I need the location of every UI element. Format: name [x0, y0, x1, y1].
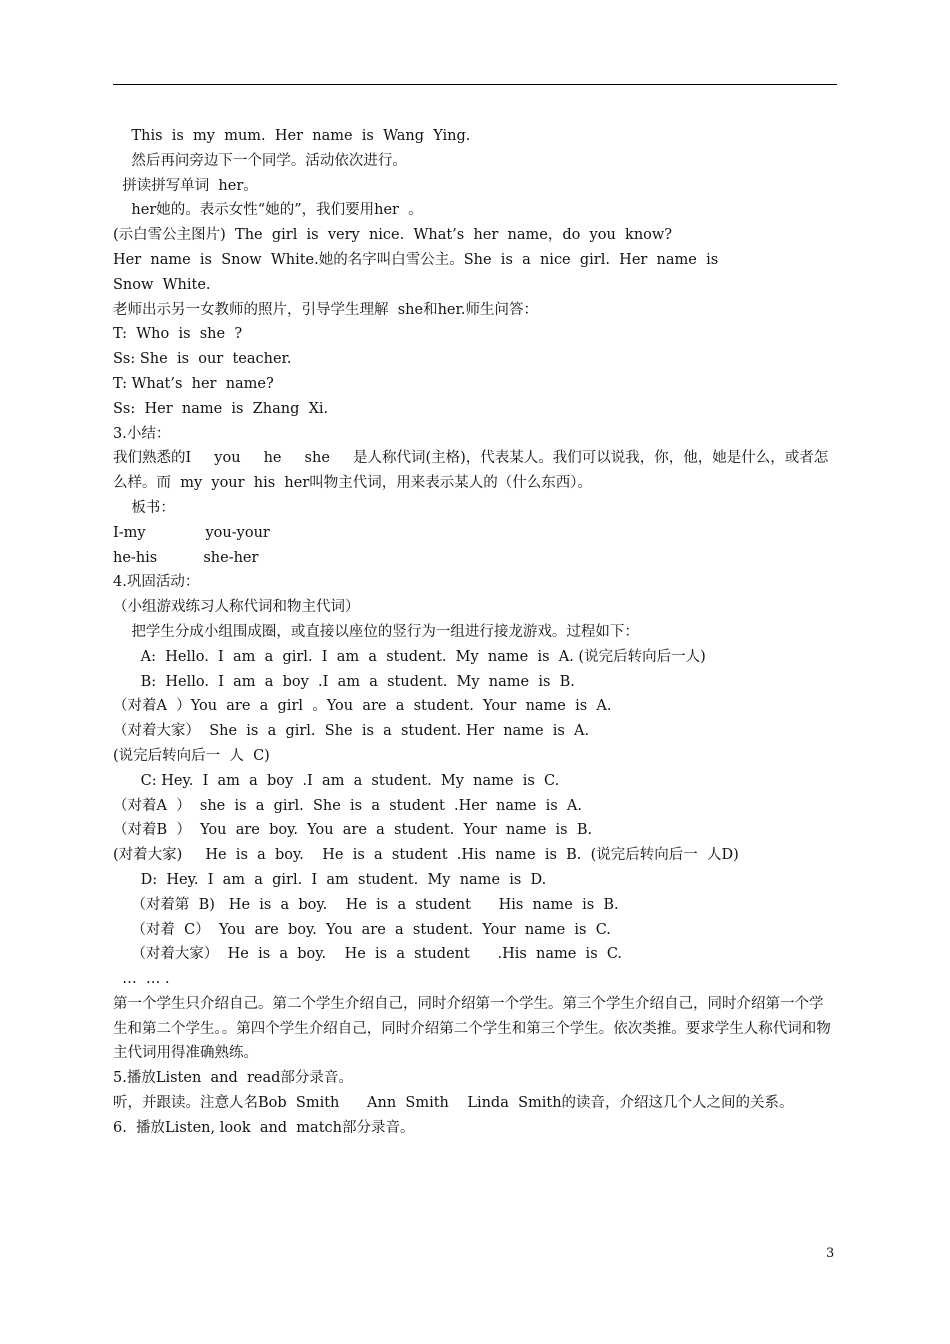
text-line: （小组游戏练习人称代词和物主代词） — [113, 599, 360, 616]
text-line: (示白雪公主图片) The girl is very nice. What’s her name，do you know? — [113, 227, 673, 244]
text-line: Ss: She is our teacher. — [113, 351, 292, 368]
text-line: （对着大家） He is a boy. He is a student .His name is C. — [113, 946, 623, 963]
text-line: her她的。表示女性“她的”，我们要用her 。 — [113, 202, 423, 219]
text-line: B: Hello. I am a boy .I am a student. My name is B. — [113, 673, 575, 690]
text-line: （对着A ） she is a girl. She is a student .Her name is A. — [113, 797, 582, 814]
text-line: （对着大家） She is a girl. She is a student. Her name is A. — [113, 723, 590, 740]
text-line: 听，并跟读。注意人名Bob Smith Ann Smith Linda Smith的读音，介绍这几个人之间的关系。 — [113, 1095, 794, 1112]
text-line: (对着大家) He is a boy. He is a student .His name is B. (说完后转向后一 人D) — [113, 847, 739, 864]
text-line: 6. 播放Listen, look and match部分录音。 — [113, 1119, 415, 1136]
text-line: 老师出示另一女教师的照片，引导学生理解 she和her.师生问答： — [113, 301, 538, 318]
text-line: I-my you-your — [113, 524, 270, 541]
page-number: 3 — [826, 1246, 835, 1261]
text-line: T: What’s her name? — [113, 375, 274, 392]
text-line: This is my mum. Her name is Wang Ying. — [113, 128, 471, 144]
text-line: 4.巩固活动： — [113, 574, 200, 591]
text-line: （对着 C） You are boy. You are a student. Your name is C. — [113, 921, 611, 938]
text-line: C: Hey. I am a boy .I am a student. My name is C. — [113, 772, 560, 789]
text-line: 我们熟悉的I you he she 是人称代词(主格)，代表某人。我们可以说我，你，他，她是什么，或者怎么样。而 my your his her叫物主代词，用来表示某人的（什么东西）。 — [113, 450, 829, 492]
header-rule — [113, 84, 837, 85]
text-line: A: Hello. I am a girl. I am a student. My name is A. (说完后转向后一人) — [113, 648, 706, 665]
text-line: he-his she-her — [113, 549, 259, 566]
text-line: 板书： — [113, 499, 175, 516]
text-line: Ss: Her name is Zhang Xi. — [113, 400, 329, 417]
text-line: (说完后转向后一 人 C) — [113, 747, 270, 764]
text-line: 第一个学生只介绍自己。第二个学生介绍自己，同时介绍第一个学生。第三个学生介绍自己，同时介绍第一个学生和第二个学生。。第四个学生介绍自己，同时介绍第二个学生和第三个学生。依次类推。要求学生人称代词和物主代词用得准确熟练。 — [113, 995, 831, 1062]
text-line: Snow White. — [113, 276, 211, 293]
text-line: D: Hey. I am a girl. I am student. My name is D. — [113, 871, 547, 888]
page-content — [113, 124, 837, 1141]
text-line: T: Who is she ? — [113, 326, 243, 343]
text-line: （对着B ） You are boy. You are a student. Your name is B. — [113, 822, 593, 839]
text-line: 然后再问旁边下一个同学。活动依次进行。 — [113, 152, 407, 169]
text-line: （对着A ）You are a girl 。You are a student. Your name is A. — [113, 698, 612, 715]
text-line: 拼读拼写单词 her。 — [113, 177, 258, 194]
text-line: （对着第 B) He is a boy. He is a student His name is B. — [113, 896, 619, 913]
text-line: 把学生分成小组围成圈，或直接以座位的竖行为一组进行接龙游戏。过程如下： — [113, 623, 639, 640]
text-line: Her name is Snow White.她的名字叫白雪公主。She is a nice girl. Her name is — [113, 251, 719, 268]
text-line: … … . — [113, 971, 170, 988]
text-line: 5.播放Listen and read部分录音。 — [113, 1070, 353, 1087]
text-line: 3.小结： — [113, 425, 171, 442]
